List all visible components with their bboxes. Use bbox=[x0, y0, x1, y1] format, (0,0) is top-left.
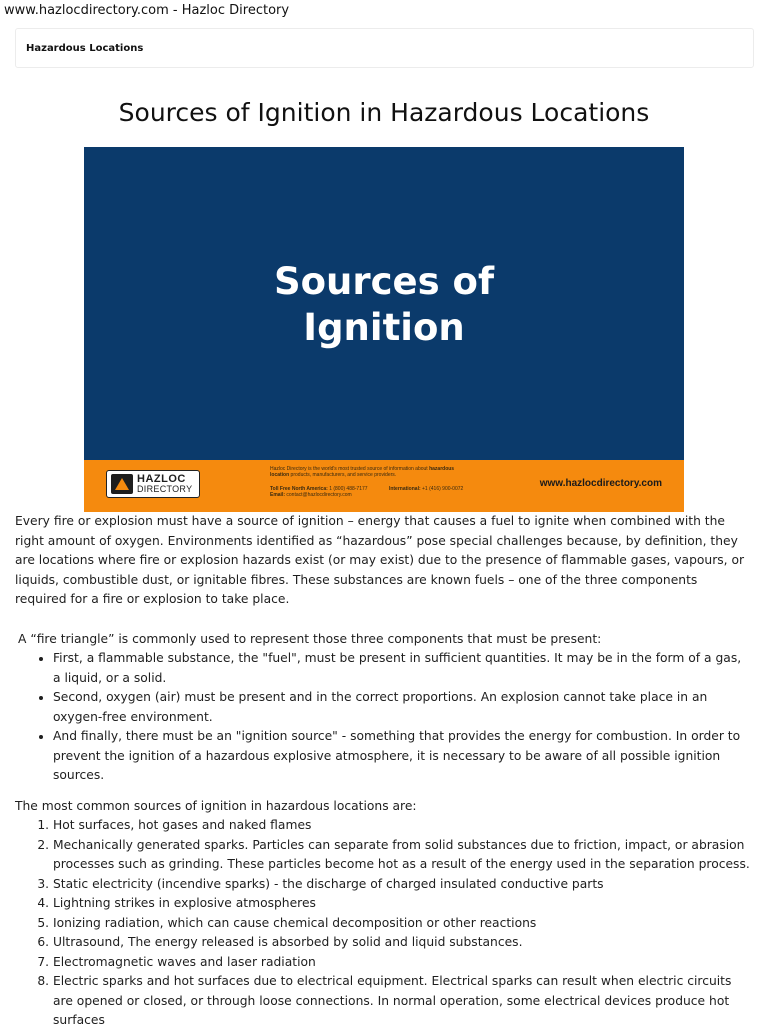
list-item: 3. Static electricity (incendive sparks) - the discharge of charged insulated conductive parts bbox=[53, 875, 752, 895]
hero-title-line2: Ignition bbox=[303, 306, 465, 349]
article-title: Sources of Ignition in Hazardous Locations bbox=[118, 98, 650, 127]
list-item: 4. Lightning strikes in explosive atmospheres bbox=[53, 894, 752, 914]
email-label: Email: bbox=[270, 492, 286, 498]
ignition-sources-intro: The most common sources of ignition in hazardous locations are: bbox=[15, 798, 417, 813]
international-number: +1 (416) 900-0072 bbox=[422, 486, 464, 492]
band-info-line2: products, manufacturers, and service providers. bbox=[289, 472, 397, 478]
list-item: 6. Ultrasound, The energy released is absorbed by solid and liquid substances. bbox=[53, 933, 752, 953]
hero-title-line1: Sources of bbox=[273, 260, 495, 303]
tollfree-number: 1 (800) 488-7177 bbox=[329, 486, 368, 492]
band-info-line1: Hazloc Directory is the world's most trusted source of information about bbox=[270, 466, 430, 472]
list-item: 1. Hot surfaces, hot gases and naked flames bbox=[53, 816, 752, 836]
logo-text-line2: DIRECTORY bbox=[137, 484, 193, 494]
logo-text-line1: HAZLOC bbox=[137, 473, 186, 485]
list-item: 5. Ionizing radiation, which can cause chemical decomposition or other reactions bbox=[53, 914, 752, 934]
intro-paragraph: Every fire or explosion must have a source of ignition – energy that causes a fuel to ignite when combined with the right amount of oxygen. Environments identified as “hazardous” pose special challenges because, by definition, they are locations where fire or explosion hazards exist (or may exist) due to the presence of flammable gases, vapours, or liquids, combustible dust, or ignitable fibres. These substances are known fuels – one of the three components required for a fire or explosion to take place. bbox=[15, 514, 745, 606]
band-info-line2-bold: location bbox=[270, 472, 290, 478]
list-item: 7. Electromagnetic waves and laser radiation bbox=[53, 953, 752, 973]
band-info-text bbox=[270, 466, 510, 498]
article-body bbox=[0, 512, 768, 1031]
list-item: 2. Mechanically generated sparks. Particles can separate from solid substances due to friction, impact, or abrasion processes such as grinding. These particles become hot as a result of the energy used in the separation process. bbox=[53, 836, 752, 875]
fire-triangle-list bbox=[15, 649, 752, 786]
list-item: • First, a flammable substance, the "fuel", must be present in sufficient quantities. It may be in the form of a gas, a liquid, or a solid. bbox=[53, 649, 752, 688]
warning-triangle-icon bbox=[111, 474, 133, 494]
hero-banner bbox=[84, 147, 684, 512]
hero-footer-band bbox=[84, 460, 684, 512]
breadcrumb bbox=[15, 28, 754, 68]
fire-triangle-intro: A “fire triangle” is commonly used to represent those three components that must be present: bbox=[18, 631, 602, 646]
breadcrumb-link-hazardous-locations[interactable]: Hazardous Locations bbox=[26, 42, 144, 54]
hero-website-url: www.hazlocdirectory.com bbox=[539, 478, 662, 489]
ignition-sources-list bbox=[15, 816, 752, 1031]
band-info-line1-bold: hazardous bbox=[429, 466, 455, 472]
page-header: www.hazlocdirectory.com - Hazloc Directory bbox=[4, 3, 290, 18]
list-item: • And finally, there must be an "ignition source" - something that provides the energy for combustion. In order to prevent the ignition of a hazardous explosive atmosphere, it is necessary to be aware of all possible ignition sources. bbox=[53, 727, 752, 786]
list-item: 8. Electric sparks and hot surfaces due to electrical equipment. Electrical sparks can result when electric circuits are opened or closed, or through loose connections. In normal operation, some electrical devices produce hot surfaces bbox=[53, 972, 752, 1031]
hazloc-logo bbox=[106, 470, 200, 498]
list-item: • Second, oxygen (air) must be present and in the correct proportions. An explosion cannot take place in an oxygen-free environment. bbox=[53, 688, 752, 727]
tollfree-label: Toll Free North America: bbox=[270, 486, 328, 492]
email-address: contact@hazlocdirectory.com bbox=[286, 492, 352, 498]
international-label: International: bbox=[388, 486, 421, 492]
hero-title bbox=[84, 259, 684, 351]
